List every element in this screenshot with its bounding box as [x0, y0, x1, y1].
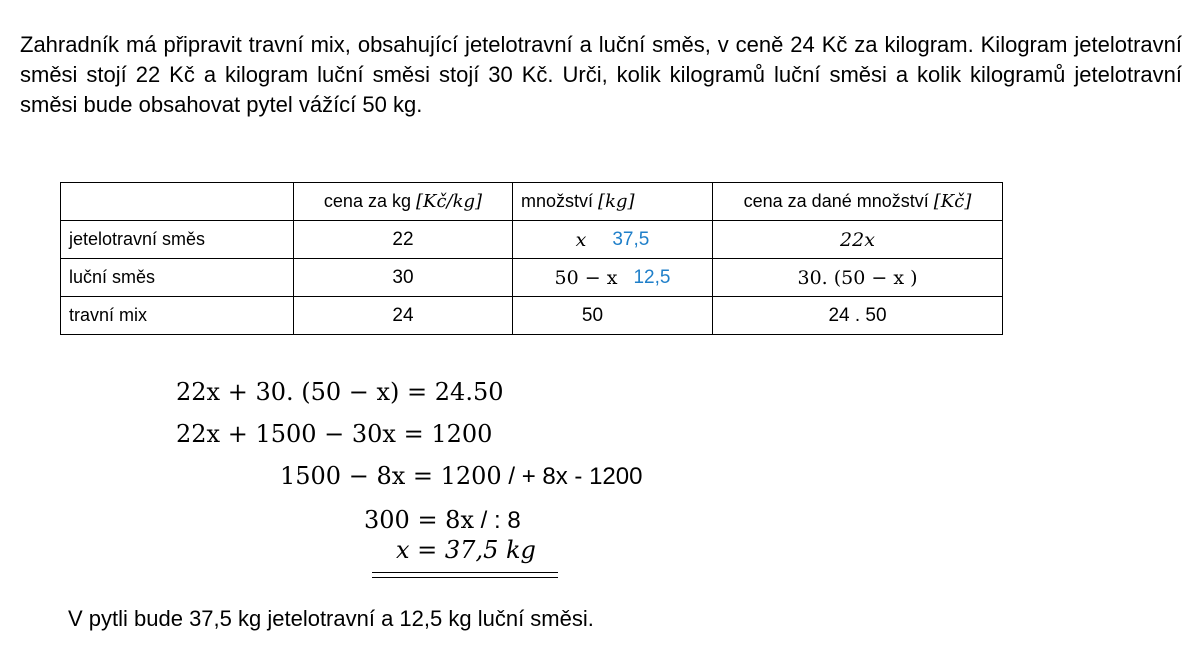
- table-row: [61, 221, 1003, 259]
- header-price-text: cena za kg: [323, 191, 411, 211]
- header-total-text: cena za dané množství: [743, 191, 929, 211]
- equation-line-4-operation: / : 8: [473, 507, 521, 534]
- row-price: 30: [294, 259, 513, 297]
- header-empty-cell: [61, 183, 294, 221]
- equation-line-3-operation: / + 8x - 1200: [501, 463, 643, 490]
- equation-line-3: [280, 462, 642, 491]
- row-total: 24 . 50: [713, 297, 1003, 335]
- table-row: [61, 259, 1003, 297]
- table-header-row: [61, 183, 1003, 221]
- equation-line-1: [176, 378, 503, 406]
- row-quantity: 50 − x: [554, 266, 618, 289]
- table-row: [61, 297, 1003, 335]
- equation-result: x = 37,5 kg: [396, 536, 536, 564]
- row-total: 30. (50 − x ): [713, 259, 1003, 297]
- header-price-unit: [Kč/kg]: [416, 191, 483, 212]
- equation-line-2: [176, 420, 492, 448]
- equation-line-1-text: 22x + 30. (50 − x) = 24.50: [176, 378, 504, 406]
- header-total-unit: [Kč]: [933, 191, 972, 212]
- header-quantity-text: množství: [521, 191, 594, 211]
- row-total: 22x: [713, 221, 1003, 259]
- header-quantity: [513, 183, 713, 221]
- result-double-underline: [372, 572, 558, 578]
- equation-line-4-text: 300 = 8x: [364, 506, 474, 534]
- row-label: jetelotravní směs: [61, 221, 294, 259]
- header-total-price: [713, 183, 1003, 221]
- row-quantity-result: 12,5: [633, 266, 671, 288]
- row-label: travní mix: [61, 297, 294, 335]
- equation-line-5: [396, 536, 536, 564]
- data-table: [60, 182, 1003, 335]
- row-quantity-result: 37,5: [612, 228, 650, 250]
- answer-sentence: V pytli bude 37,5 kg jetelotravní a 12,5 kg luční směsi.: [68, 606, 594, 631]
- row-quantity: 50: [581, 304, 604, 326]
- row-label: luční směs: [61, 259, 294, 297]
- equation-line-2-text: 22x + 1500 − 30x = 1200: [176, 420, 493, 448]
- equation-line-3-text: 1500 − 8x = 1200: [280, 462, 502, 490]
- header-price-per-kg: [294, 183, 513, 221]
- row-quantity: x: [575, 228, 587, 251]
- row-price: 22: [294, 221, 513, 259]
- row-price: 24: [294, 297, 513, 335]
- equation-line-4: [364, 506, 521, 535]
- header-quantity-unit: [kg]: [598, 191, 635, 212]
- problem-statement: Zahradník má připravit travní mix, obsahující jetelotravní a luční směs, v ceně 24 Kč za kilogram. Kilogram jetelotravní směsi stojí 22 Kč a kilogram luční směsi stojí 30 Kč. Urči, kolik kilogramů luční směsi a kolik kilogramů jetelotravní směsi bude obsahovat pytel vážící 50 kg.: [20, 32, 1182, 117]
